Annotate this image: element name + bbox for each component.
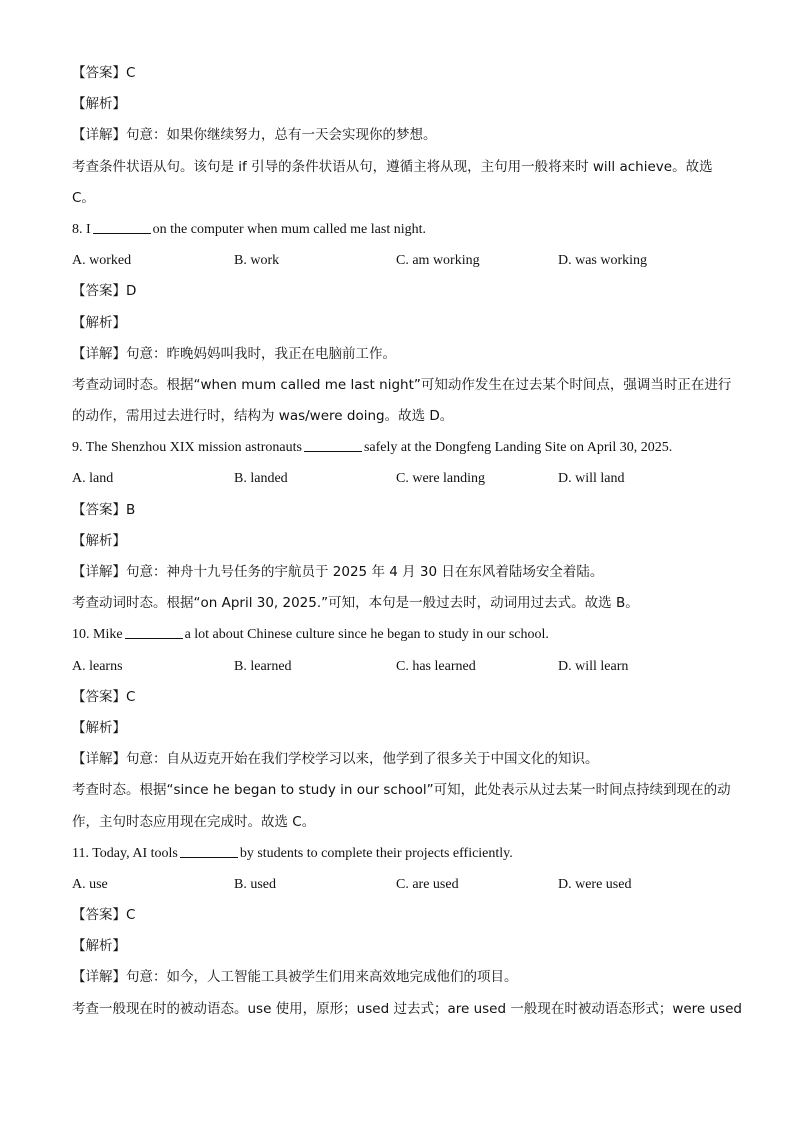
analysis-heading: 【解析】 — [72, 938, 126, 955]
answer-line: 【答案】C — [72, 907, 136, 924]
analysis-heading: 【解析】 — [72, 314, 126, 331]
option-item: A. use — [72, 876, 108, 892]
question-text-after: on the computer when mum called me last night. — [152, 221, 426, 237]
explanation-line: 考查动词时态。根据“when mum called me last night”可知动作发生在过去某个时间点，强调当时正在进行 — [72, 376, 732, 393]
explanation-line: 的动作，需用过去进行时，结构为 was/were doing。故选 D。 — [72, 408, 454, 425]
explanation-line: 考查条件状语从句。该句是 if 引导的条件状语从句，遵循主将从现，主句用一般将来时 will achieve。故选 — [72, 158, 713, 175]
explanation-line: 考查时态。根据“since he began to study in our school”可知，此处表示从过去某一时间点持续到现在的动 — [72, 782, 731, 799]
option-item: A. learns — [72, 658, 123, 674]
explanation-line: 【详解】句意：如今，人工智能工具被学生们用来高效地完成他们的项目。 — [72, 969, 518, 986]
option-item: B. work — [234, 253, 280, 269]
explanation-line: 考查动词时态。根据“on April 30, 2025.”可知，本句是一般过去时，动词用过去式。故选 B。 — [72, 595, 639, 612]
answer-blank — [180, 843, 238, 858]
option-item: C. were landing — [396, 471, 486, 487]
question-text-before: 9. The Shenzhou XIX mission astronauts — [72, 440, 302, 456]
option-item: C. are used — [396, 876, 459, 892]
option-item: D. were used — [558, 876, 632, 892]
analysis-heading: 【解析】 — [72, 532, 126, 549]
question-stem — [72, 432, 732, 463]
answer-line: 【答案】C — [72, 688, 136, 705]
option-item: D. will learn — [558, 658, 629, 674]
answer-blank — [304, 437, 362, 452]
analysis-heading: 【解析】 — [72, 719, 126, 736]
explanation-line: C。 — [72, 189, 95, 206]
answer-blank — [93, 219, 151, 234]
explanation-line: 作，主句时态应用现在完成时。故选 C。 — [72, 813, 316, 830]
option-item: A. worked — [72, 253, 132, 269]
option-item: D. was working — [558, 253, 648, 269]
option-item: A. land — [72, 471, 114, 487]
question-text-before: 10. Mike — [72, 627, 123, 643]
answer-line: 【答案】C — [72, 65, 136, 81]
option-item: B. landed — [234, 471, 288, 487]
analysis-heading: 【解析】 — [72, 96, 126, 113]
explanation-line: 【详解】句意：如果你继续努力，总有一天会实现你的梦想。 — [72, 127, 437, 144]
options-row — [72, 651, 732, 682]
option-item: C. has learned — [396, 658, 476, 674]
question-text-after: a lot about Chinese culture since he began to study in our school. — [184, 627, 549, 643]
option-item: D. will land — [558, 471, 625, 487]
question-stem — [72, 214, 732, 245]
explanation-line: 【详解】句意：昨晚妈妈叫我时，我正在电脑前工作。 — [72, 345, 396, 362]
question-text-before: 8. I — [72, 221, 91, 237]
answer-line: 【答案】D — [72, 283, 137, 300]
option-item: C. am working — [396, 253, 480, 269]
explanation-line: 考查一般现在时的被动语态。use 使用，原形；used 过去式；are used 一般现在时被动语态形式；were used — [72, 1000, 742, 1017]
options-row — [72, 869, 732, 900]
explanation-line: 【详解】句意：自从迈克开始在我们学校学习以来，他学到了很多关于中国文化的知识。 — [72, 751, 599, 768]
question-text-after: by students to complete their projects efficiently. — [239, 845, 513, 861]
question-text-before: 11. Today, AI tools — [72, 845, 178, 861]
options-row — [72, 245, 732, 276]
answer-line: 【答案】B — [72, 501, 136, 518]
question-text-after: safely at the Dongfeng Landing Site on April 30, 2025. — [363, 440, 673, 456]
question-stem — [72, 838, 732, 869]
option-item: B. learned — [234, 658, 292, 674]
document-page — [72, 58, 742, 1025]
options-row — [72, 463, 732, 494]
option-item: B. used — [234, 876, 276, 892]
explanation-line: 【详解】句意：神舟十九号任务的宇航员于 2025 年 4 月 30 日在东风着陆场安全着陆。 — [72, 564, 604, 580]
question-stem — [72, 619, 732, 650]
answer-blank — [125, 624, 183, 639]
